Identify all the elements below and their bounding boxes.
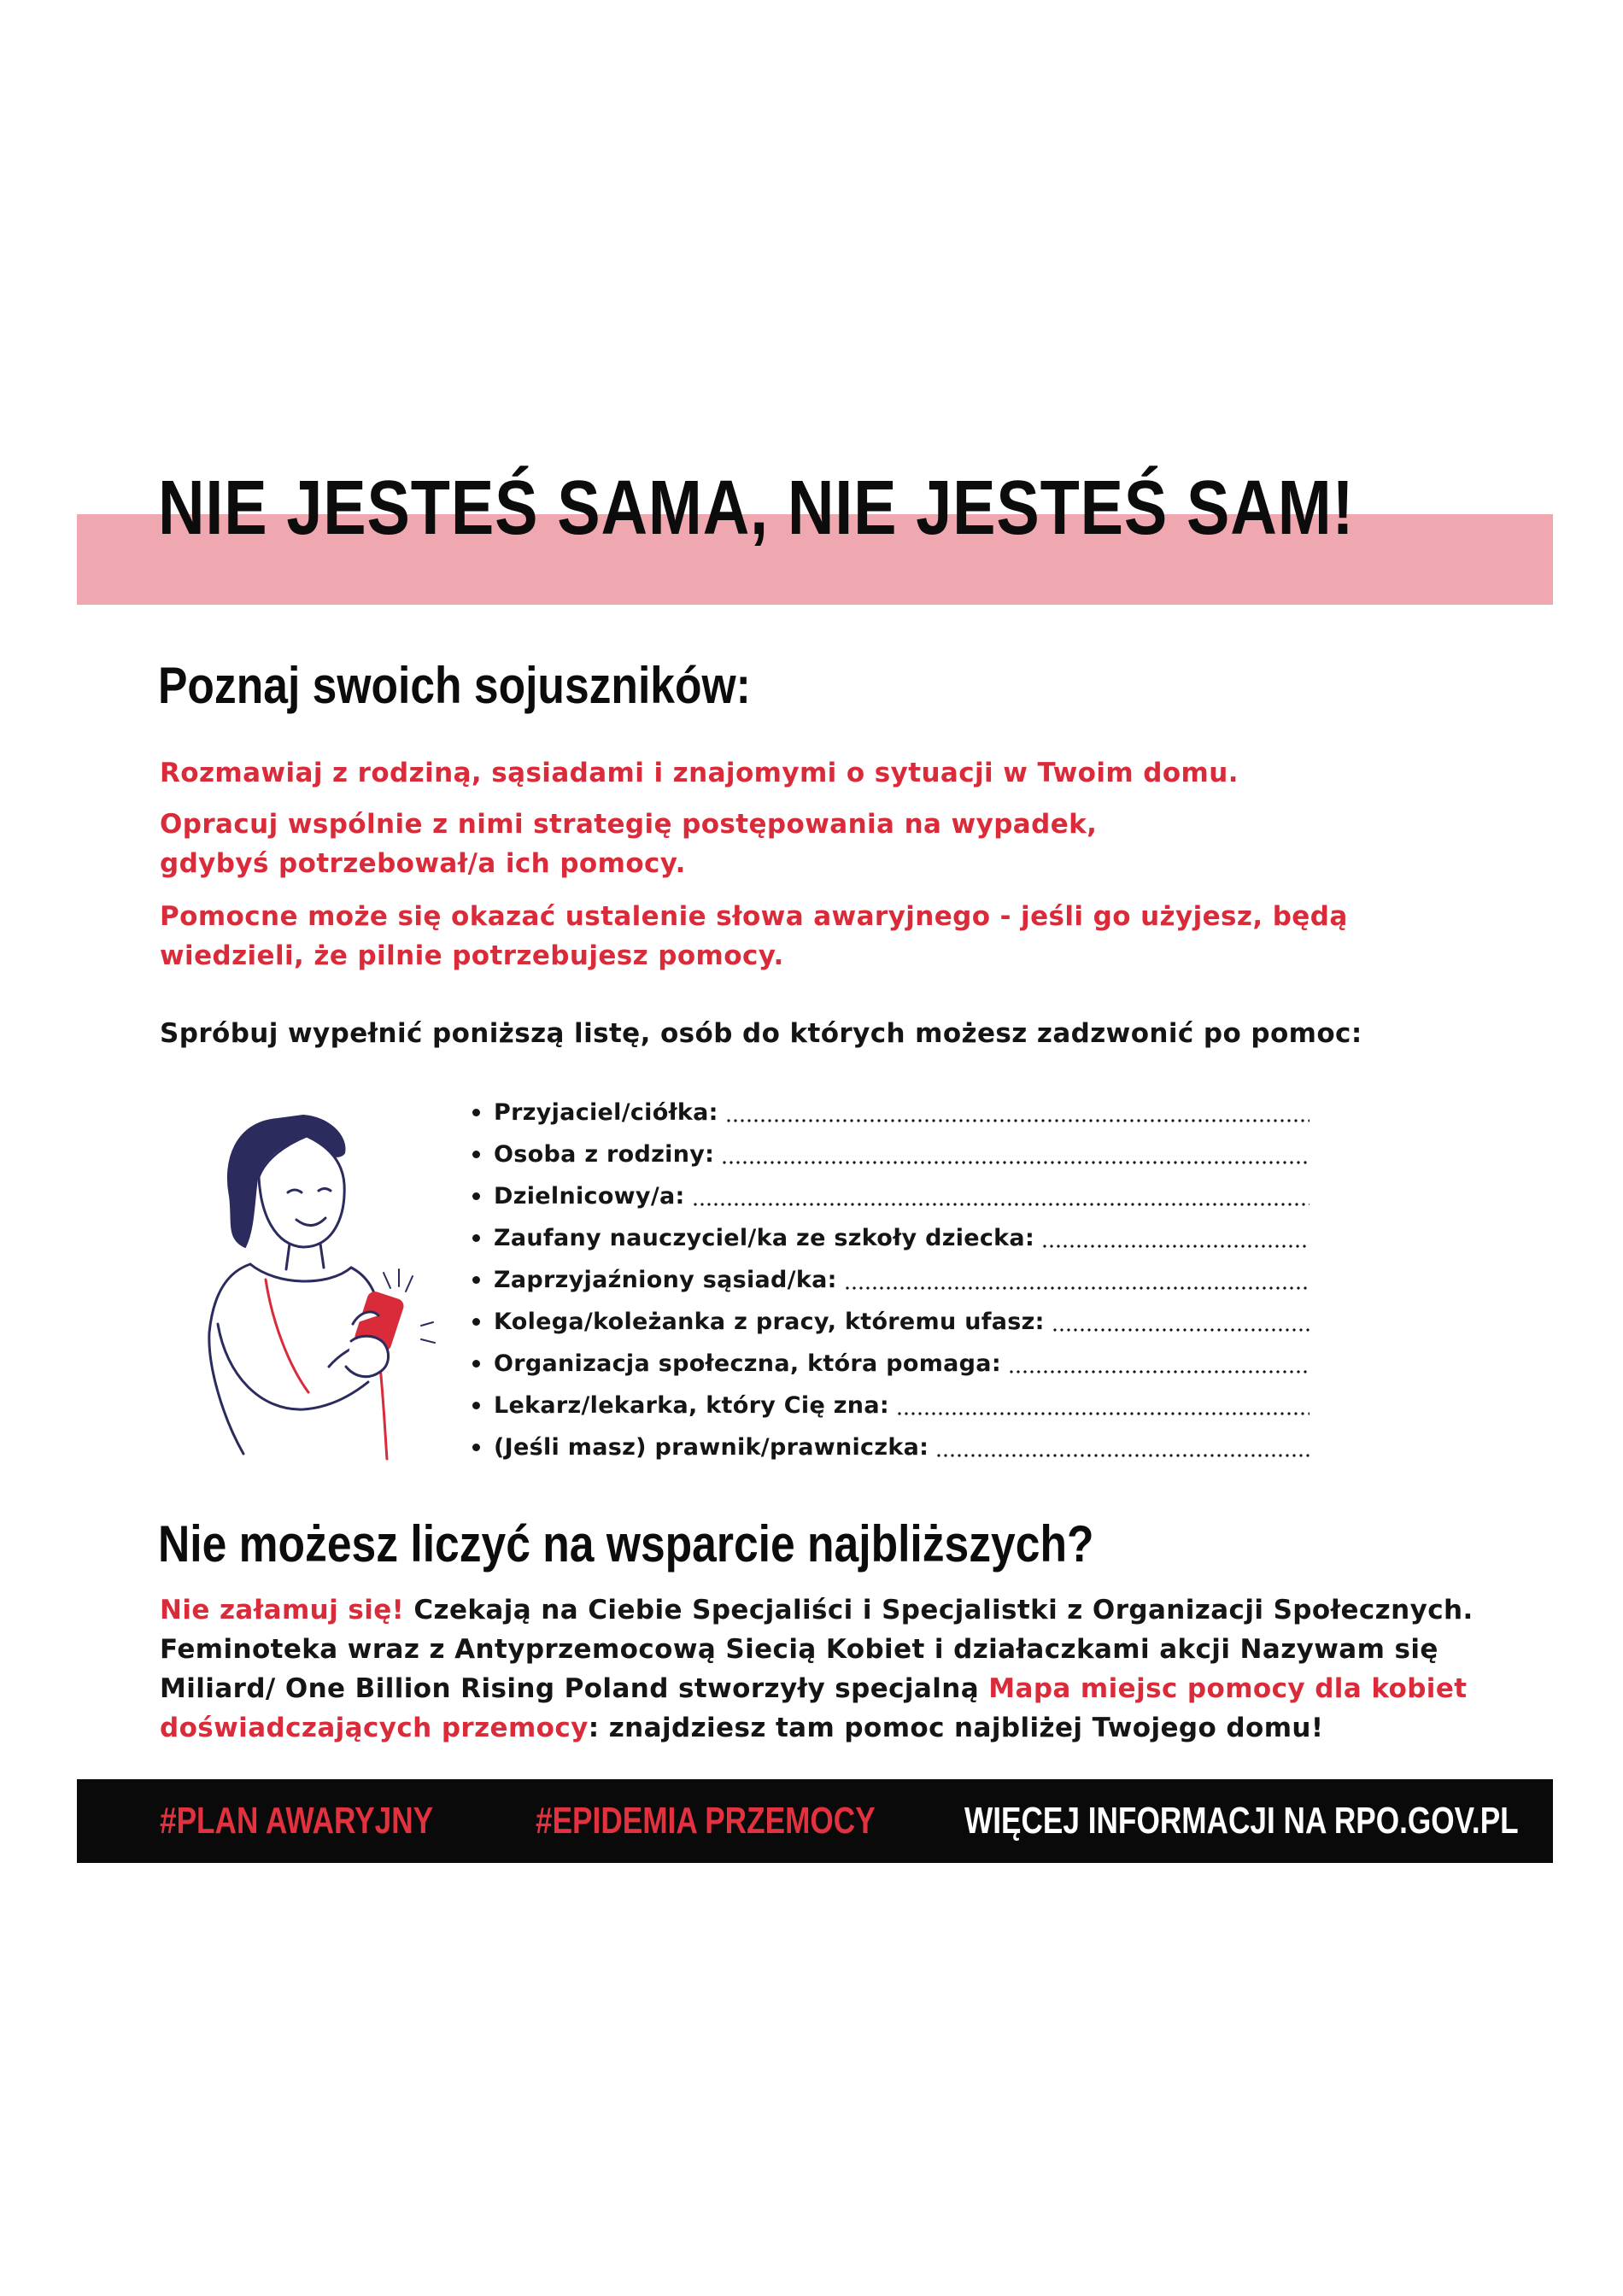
list-item [472, 1092, 1310, 1133]
support-heading: Nie możesz liczyć na wsparcie najbliższych? [158, 1515, 1094, 1573]
allies-heading: Poznaj swoich sojuszników: [158, 657, 751, 714]
bullet-icon [472, 1444, 480, 1451]
fill-in-line [844, 1286, 1310, 1290]
list-item-label: Przyjaciel/ciółka: [494, 1099, 718, 1126]
fill-in-line [692, 1203, 1310, 1206]
list-item-label: Kolega/koleżanka z pracy, któremu ufasz: [494, 1309, 1045, 1335]
bullet-icon [472, 1276, 480, 1284]
allies-paragraph-3: Pomocne może się okazać ustalenie słowa awaryjnego - jeśli go użyjesz, będą wiedzieli, że pilnie potrzebujesz pomocy. [160, 901, 1348, 971]
more-info-link[interactable]: WIĘCEJ INFORMACJI NA RPO.GOV.PL [964, 1800, 1519, 1842]
bullet-icon [472, 1109, 480, 1116]
fill-in-line [725, 1119, 1310, 1122]
bullet-icon [472, 1402, 480, 1409]
woman-with-phone-icon [201, 1110, 448, 1461]
list-item [472, 1301, 1310, 1343]
help-map-link[interactable]: Mapa miejsc pomocy dla kobiet doświadczających przemocy [160, 1673, 1468, 1743]
list-intro: Spróbuj wypełnić poniższą listę, osób do których możesz zadzwonić po pomoc: [160, 1018, 1362, 1049]
support-paragraph [160, 1590, 1492, 1748]
list-item [472, 1385, 1310, 1426]
list-item [472, 1426, 1310, 1468]
list-item [472, 1343, 1310, 1385]
bullet-icon [472, 1151, 480, 1158]
fill-in-line [1052, 1328, 1310, 1332]
fill-in-line [896, 1412, 1310, 1415]
list-item-label: Osoba z rodziny: [494, 1141, 715, 1168]
fill-in-line [1008, 1370, 1310, 1374]
list-item [472, 1217, 1310, 1259]
contacts-list [472, 1092, 1310, 1468]
support-lead: Nie załamuj się! [160, 1595, 405, 1625]
support-text-2: : znajdziesz tam pomoc najbliżej Twojego domu! [588, 1713, 1324, 1743]
bullet-icon [472, 1360, 480, 1368]
bullet-icon [472, 1192, 480, 1200]
hashtag-epidemia-przemocy: #EPIDEMIA PRZEMOCY [536, 1800, 876, 1842]
support-text-1: Czekają na Ciebie Specjaliści i Specjalistki z Organizacji Społecznych. Feminoteka wraz z Antyprzemocową Siecią Kobiet i działaczkami akcji Nazywam się Miliard/ One Billion Rising Poland stworzyły specjalną [160, 1595, 1474, 1704]
bullet-icon [472, 1318, 480, 1326]
list-item [472, 1259, 1310, 1301]
list-item [472, 1175, 1310, 1217]
list-item-label: Dzielnicowy/a: [494, 1183, 685, 1210]
allies-paragraph-2: Opracuj wspólnie z nimi strategię postępowania na wypadek, gdybyś potrzebował/a ich pomocy. [160, 809, 1098, 879]
list-item [472, 1133, 1310, 1175]
list-item-label: Zaufany nauczyciel/ka ze szkoły dziecka: [494, 1225, 1035, 1251]
list-item-label: Organizacja społeczna, która pomaga: [494, 1350, 1001, 1377]
list-item-label: (Jeśli masz) prawnik/prawniczka: [494, 1434, 929, 1461]
fill-in-line [721, 1161, 1310, 1164]
list-item-label: Lekarz/lekarka, który Cię zna: [494, 1392, 889, 1419]
list-item-label: Zaprzyjaźniony sąsiad/ka: [494, 1267, 837, 1293]
allies-paragraph-1: Rozmawiaj z rodziną, sąsiadami i znajomymi o sytuacji w Twoim domu. [160, 758, 1239, 788]
bullet-icon [472, 1234, 480, 1242]
fill-in-line [935, 1454, 1310, 1457]
hashtag-plan-awaryjny: #PLAN AWARYJNY [160, 1800, 434, 1842]
page-title: NIE JESTEŚ SAMA, NIE JESTEŚ SAM! [158, 466, 1355, 551]
fill-in-line [1041, 1245, 1310, 1248]
